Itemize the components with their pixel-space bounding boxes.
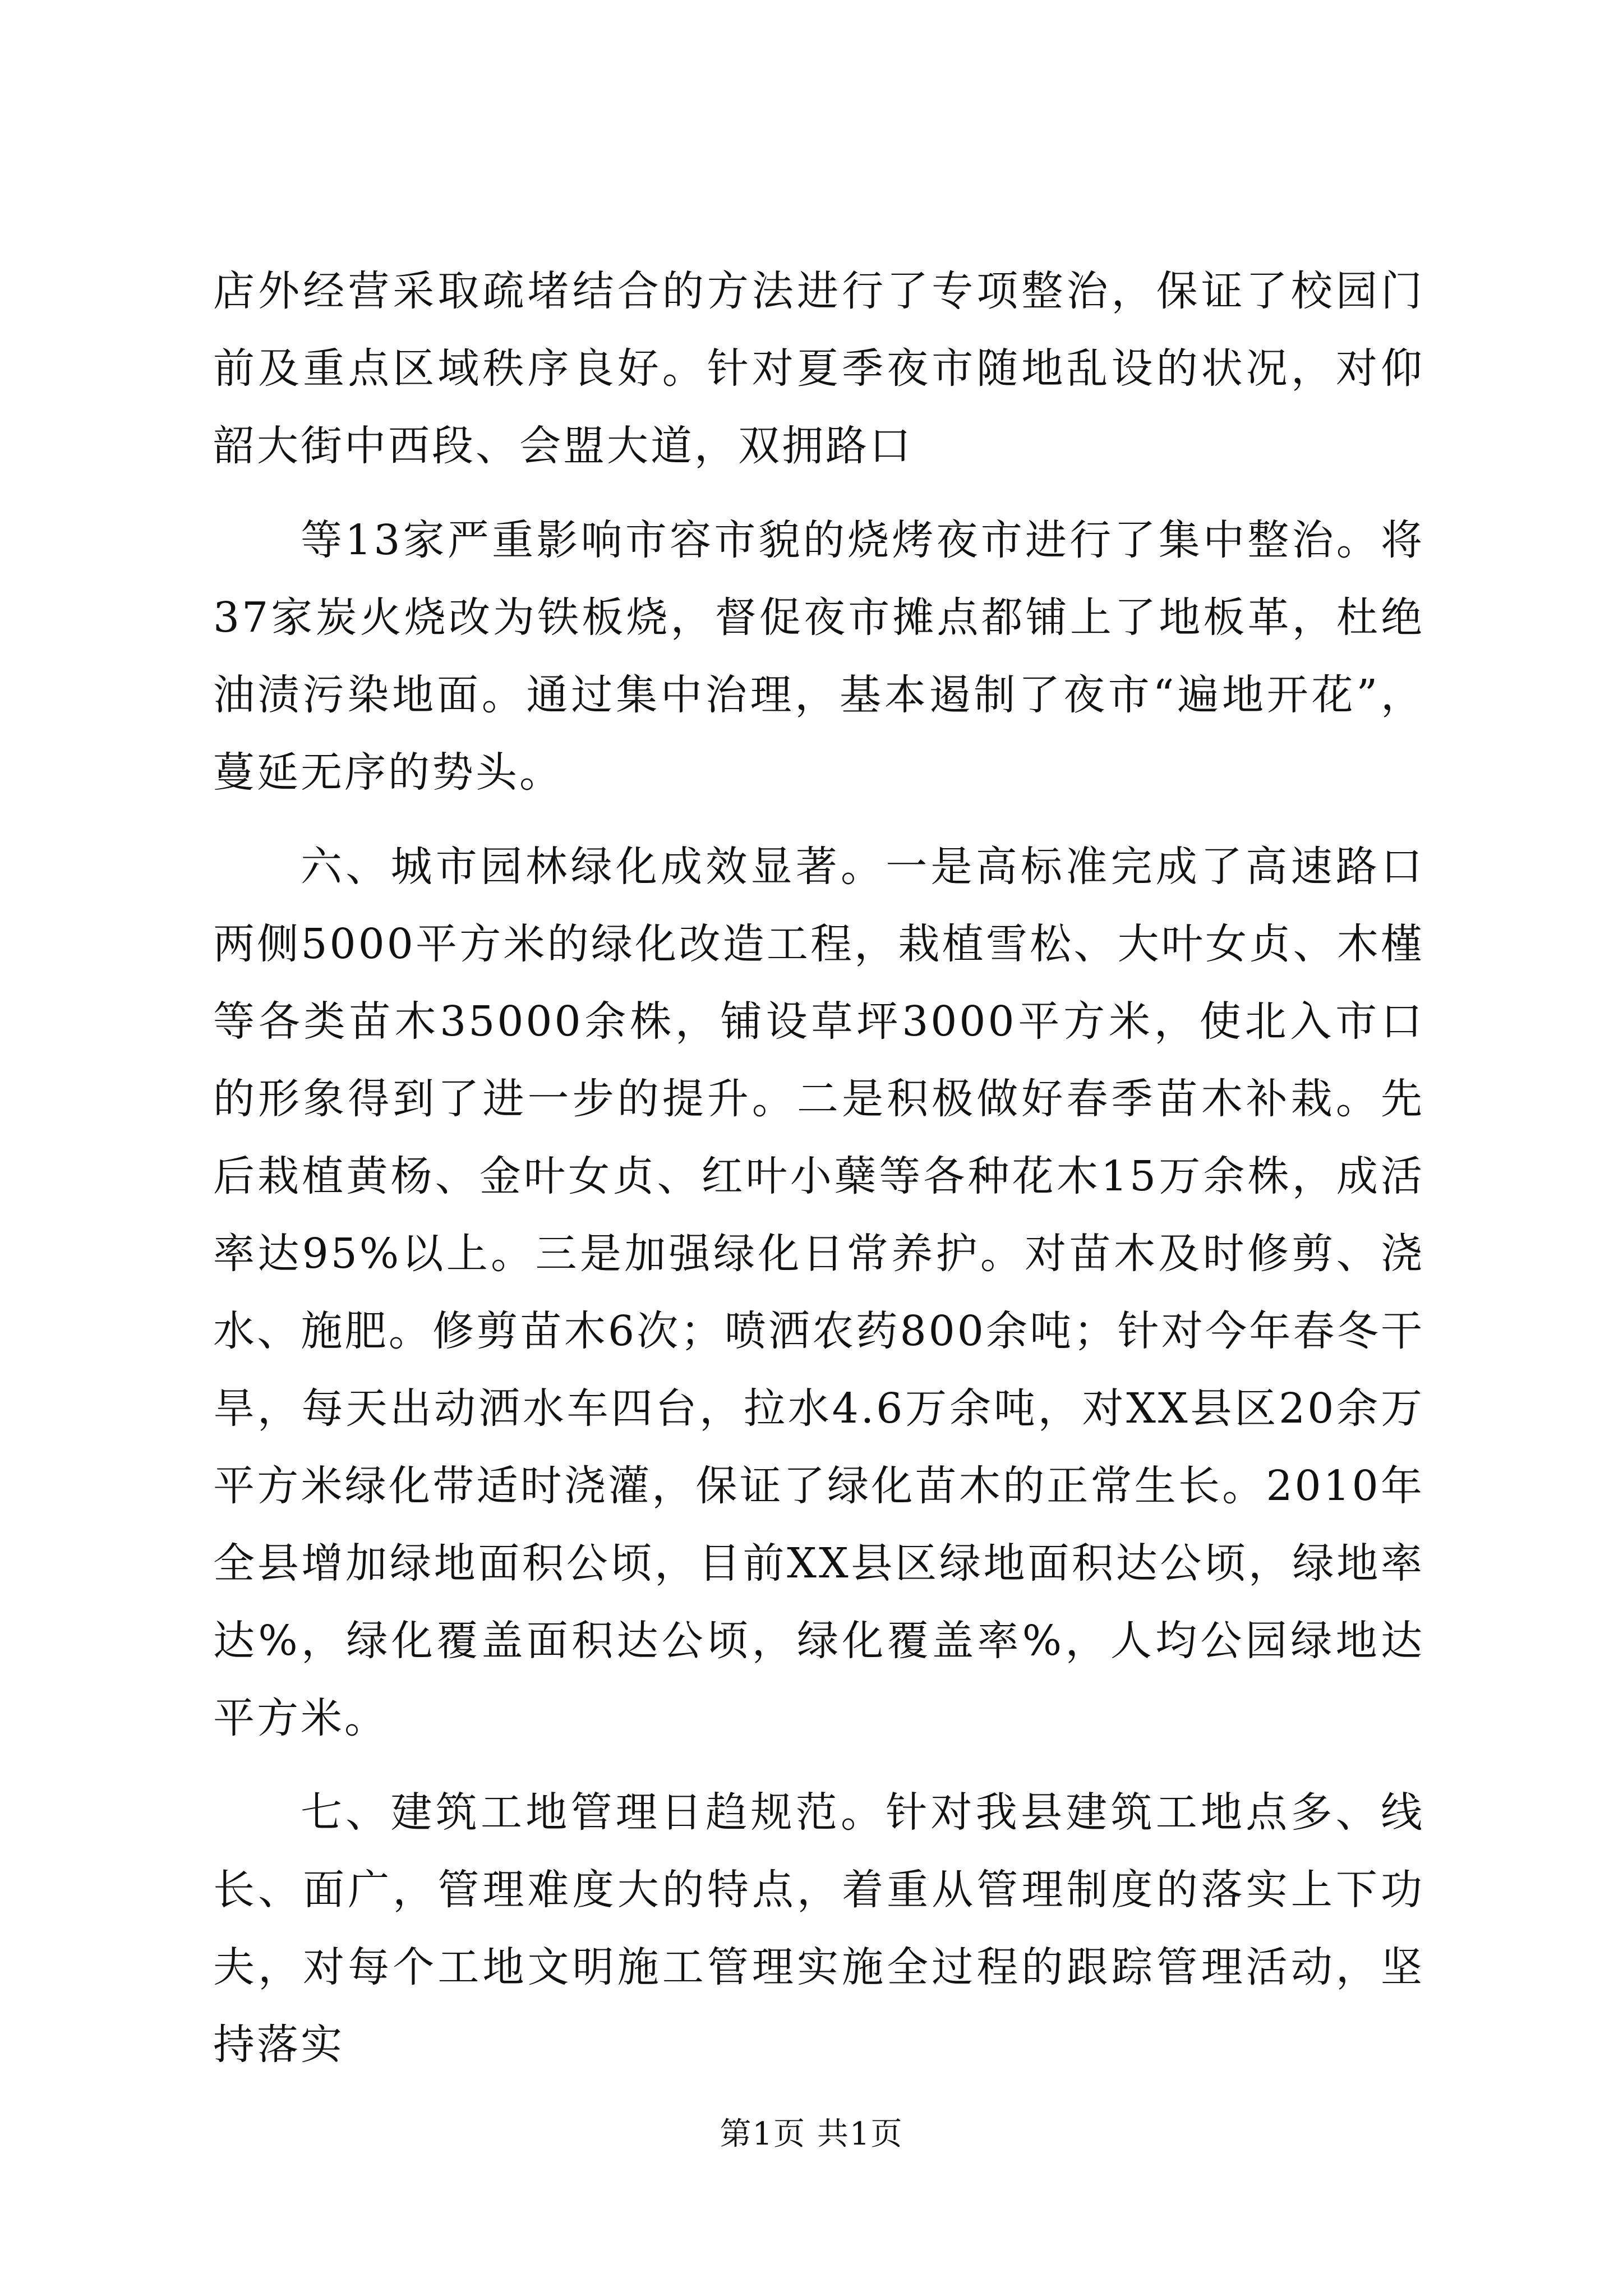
document-body [213, 252, 1424, 2083]
paragraph-construction: 七、建筑工地管理日趋规范。针对我县建筑工地点多、线长、面广，管理难度大的特点，着重从管理制度的落实上下功夫，对每个工地文明施工管理实施全过程的跟踪管理活动，坚持落实 [213, 1788, 1424, 2069]
page-footer [0, 2115, 1623, 2154]
page-number-label: 第1页 共1页 [720, 2116, 903, 2152]
paragraph-greening: 六、城市园林绿化成效显著。一是高标准完成了高速路口两侧5000平方米的绿化改造工程，栽植雪松、大叶女贞、木槿等各类苗木35000余株，铺设草坪3000平方米，使北入市口的形象得到了进一步的提升。二是积极做好春季苗木补栽。先后栽植黄杨、金叶女贞、红叶小蘖等各种花木15万余株，成活率达95%以上。三是加强绿化日常养护。对苗木及时修剪、浇水、施肥。修剪苗木6次；喷洒农药800余吨；针对今年春冬干旱，每天出动洒水车四台，拉水4.6万余吨，对XX县区20余万平方米绿化带适时浇灌，保证了绿化苗木的正常生长。2010年全县增加绿地面积公顷，目前XX县区绿地面积达公顷，绿地率达%，绿化覆盖面积达公顷，绿化覆盖率%，人均公园绿地达平方米。 [213, 843, 1424, 1742]
paragraph-continuation: 店外经营采取疏堵结合的方法进行了专项整治，保证了校园门前及重点区域秩序良好。针对夏季夜市随地乱设的状况，对仰韶大街中西段、会盟大道，双拥路口 [213, 267, 1424, 470]
paragraph-night-market: 等13家严重影响市容市貌的烧烤夜市进行了集中整治。将37家炭火烧改为铁板烧，督促夜市摊点都铺上了地板革，杜绝油渍污染地面。通过集中治理，基本遏制了夜市“遍地开花”，蔓延无序的势头。 [213, 516, 1424, 797]
